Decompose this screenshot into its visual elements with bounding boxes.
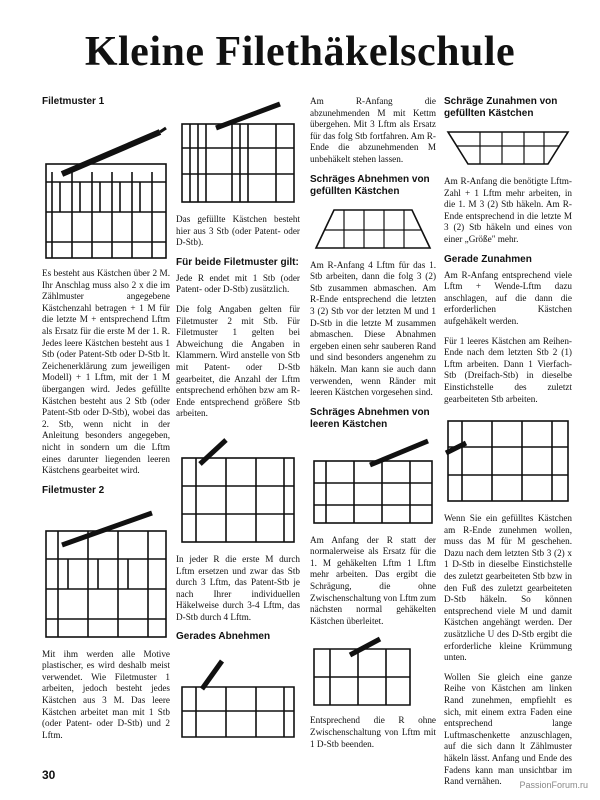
heading-gerade-zunahmen: Gerade Zunahmen [444, 253, 532, 265]
paragraph: Am R-Anfang entsprechend viele Lftm + Wende-Lftm dazu anschlagen, auf die dann die erforderlichen Kästchen aufgehäkelt werden. [444, 269, 572, 326]
column-4 [444, 96, 572, 796]
paragraph: Die folg Angaben gelten für Filetmuster 2 mit Stb. Für Filetmuster 1 gelten bei Abweichung die Angaben in Klammern. Wird anstelle von Stb mit Patent- oder D-Stb gearbeitet, die Anzahl der Lftm entsprechend erhöhen bzw am R-Ende entsprechend größere Stb arbeiten. [176, 303, 300, 419]
paragraph: Am R-Anfang 4 Lftm für das 1. Stb arbeiten, dann die folg 3 (2) Stb zusammen abmaschen. Am R-Ende entsprechend die letzten 3 (2) Stb vor der letzten M und 1 D-Stb in die letzte M zusammen abmaschen. Diese Abnahmen ergeben einen sehr sauberen Rand und sind besonders angenehm zu häkeln. Man kann sie auch dann verwenden, wenn Ränder mit leeren Kästchen vorgesehen sind. [310, 259, 436, 398]
crochet-diagram-increase-icon [444, 124, 572, 168]
heading-both-patterns: Für beide Filetmuster gilt: [176, 256, 299, 268]
paragraph: Am R-Anfang die benötigte Lftm-Zahl + 1 Lftm mehr arbeiten, in die 1. M 3 (2) Stb häkeln. Am R-Ende entsprechend in die letzte M 3 (2) Stb häkeln und eines von einer „Größe" mehr. [444, 176, 572, 244]
crochet-diagram-trapezoid-icon [310, 202, 436, 252]
paragraph: In jeder R die erste M durch Lftm ersetzen und zwar das Stb durch 3 Lftm, das Patent-Stb je nach Ihrer individuellen Häkelweise durch 3-4 Lftm, das D-Stb durch 4 Lftm. [176, 553, 300, 622]
crochet-diagram-edge-increase-icon [444, 413, 572, 505]
paragraph: Für 1 leeres Kästchen am Reihen-Ende nach dem letzten Stb 2 (1) Lftm arbeiten. Dann 1 Vierfach-Stb (Dreifach-Stb) in dieselbe Einstichstelle des zuletzt gearbeiteten Stb arbeiten. [444, 335, 572, 404]
heading-schraeg-zunahmen: Schräge Zunahmen von gefüllten Kästchen [444, 96, 558, 119]
column-1 [42, 96, 170, 749]
column-2 [176, 96, 300, 747]
paragraph: Am Anfang der R statt der normalerweise als Ersatz für die 1. M gehäkelten Lftm 1 Lftm mehr arbeiten. Das ergibt die Schrägung, die ohne Zwischenschaltung von Lftm zum nächsten normal gehäkelten Kästchen überleitet. [310, 534, 436, 626]
heading-filetmuster-2: Filetmuster 2 [42, 484, 105, 496]
paragraph: Jede R endet mit 1 Stb (oder Patent- oder D-Stb) zusätzlich. [176, 272, 300, 295]
heading-filetmuster-1: Filetmuster 1 [42, 96, 105, 107]
crochet-diagram-decrease-icon [176, 647, 300, 739]
paragraph: Das gefüllte Kästchen besteht hier aus 3 Stb (oder Patent- oder D-Stb). [176, 214, 300, 248]
crochet-diagram-filet1-icon [42, 112, 170, 260]
crochet-diagram-filet2-icon [42, 501, 170, 641]
page-title: Kleine Filethäkelschule [84, 29, 516, 75]
heading-gerades-abnehmen: Gerades Abnehmen [176, 631, 271, 643]
paragraph: Entsprechend die R ohne Zwischenschaltung von Lftm mit 1 D-Stb beenden. [310, 715, 436, 749]
paragraph: Am R-Anfang die abzunehmenden M mit Kettm übergehen. Mit 3 Lftm als Ersatz für das folg Stb fortfahren. Am R-Ende die abzunehmenden M unbehäkelt stehen lassen. [310, 96, 436, 164]
heading-schraeg-gefuellt: Schräges Abnehmen von gefüllten Kästchen [310, 173, 430, 197]
paragraph: Mit ihm werden alle Motive plastischer, es wird deshalb meist verwendet. Wie Filetmuster 1 arbeiten, jedoch besteht jedes Kästchen aus 3 M. Das leere Kästchen arbeitet man mit 1 Stb (oder Patent- oder D-Stb) und 2 Lftm. [42, 648, 170, 740]
crochet-diagram-leer-icon [310, 435, 436, 527]
crochet-diagram-filled-icon [176, 98, 300, 206]
column-3 [310, 96, 436, 758]
paragraph: Wenn Sie ein gefülltes Kästchen am R-Ende zunehmen wollen, muss das M für M geschehen. Dazu nach dem letzten Stb 3 (2) x 1 D-Stb in dieselbe Einstichstelle des zuletzt gearbeiteten Stb bzw in den Fuß des zuletzt gearbeiteten D-Stb häkeln. So können entsprechend viele M und damit Kästchen angehängt werden. Der zusätzliche U des D-Stb ergibt die erforderliche kleine Krümmung unten. [444, 513, 572, 663]
paragraph: Es besteht aus Kästchen über 2 M. Ihr Anschlag muss also 2 x die im Zählmuster angegebene Kästchenzahl betragen + 1 M für die letzte M + entsprechend Lftm als Ersatz für die erste M der 1. R. Jedes leere Kästchen besteht aus 1 Stb (oder Patent-Stb oder D-Stb lt. Zeichenerklärung zum jeweiligen Modell) + 1 Lftm, mit der 1 M übergangen wird. Jedes gefüllte Kästchen besteht aus 2 Stb (oder Patent-Stb oder D-Stb), wobei das 2. Stb, wenn nicht in der Anleitung besonders angegeben, nicht in sondern um die Lftm eines darunter liegenden leeren Kästchens gearbeitet wird. [42, 268, 170, 476]
paragraph: Wollen Sie gleich eine ganze Reihe von Kästchen am linken Rand zunehmen, empfiehlt es sich, mit einem extra Faden eine entsprechend lange Luftmaschenkette anzuschlagen, auf die sich dann lt Zählmuster häkeln lässt. Anfang und Ende des Fadens kann man unsichtbar im Rand vernähen. [444, 671, 572, 787]
watermark: PassionForum.ru [519, 780, 588, 790]
heading-schraeg-leer: Schräges Abnehmen von leeren Kästchen [310, 406, 430, 430]
crochet-diagram-leer-end-icon [310, 635, 436, 707]
crochet-diagram-chain-icon [176, 428, 300, 546]
page-number: 30 [42, 768, 56, 782]
